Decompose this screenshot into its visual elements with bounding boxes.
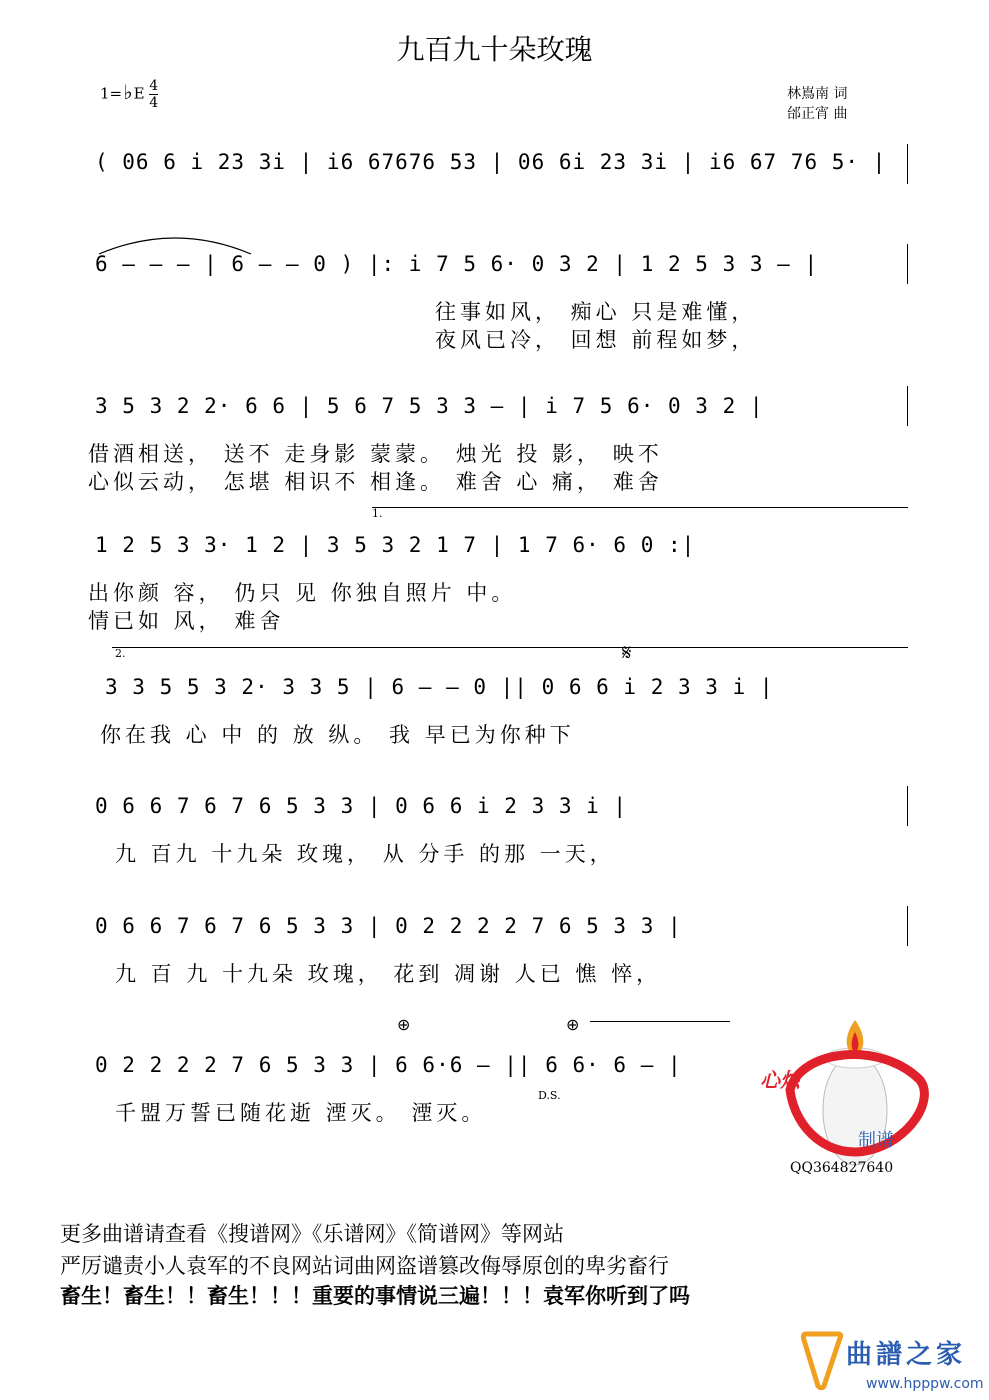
lyric-line-2: 情已如 风， 难舍 — [88, 609, 285, 633]
lyric-line-1: 往事如风， 痴心 只是难懂， — [435, 300, 757, 324]
lyric-line-1: 你在我 心 中 的 放 纵。 我 早已为你种下 — [100, 723, 575, 747]
lyric-line-1: 出你颜 容， 仍只 见 你独自照片 中。 — [88, 581, 517, 605]
lyric-line-2: 心似云动， 怎堪 相识不 相逢。 难舍 心 痛， 难舍 — [88, 470, 663, 494]
notes: ( 06 6 i 23 3i | i6 67676 53 | 06 6i 23 3i | i6 67 76 5· | — [95, 150, 887, 174]
barline — [907, 144, 908, 184]
time-signature: $\frac{4}{4}$ — [149, 78, 159, 111]
segno-sign: 𝄋 — [622, 641, 632, 666]
lyric-line-2: 夜风已冷， 回想 前程如梦， — [435, 328, 757, 352]
footer-line-3: 畜生！畜生！！畜生！！！重要的事情说三遍！！！袁军你听到了吗 — [60, 1284, 690, 1308]
coda-sign-2: ⊕ — [566, 1015, 580, 1034]
site-logo — [800, 1330, 989, 1400]
barline — [907, 906, 908, 946]
ending-1-bracket — [372, 507, 908, 508]
notes: 0 6 6 7 6 7 6 5 3 3 | 0 2 2 2 2 7 6 5 3 3 | — [95, 914, 682, 938]
lyric-line-1: 九 百 九 十九朵 玫瑰， 花到 凋谢 人已 憔 悴， — [115, 962, 662, 986]
seal-text-2: 制谱 — [858, 1130, 894, 1151]
candle-icon — [760, 1010, 940, 1180]
ending-2-label: 2. — [115, 647, 126, 660]
notes: 1 2 5 3 3· 1 2 | 3 5 3 2 1 7 | 1 7 6· 6 0 :| — [95, 533, 696, 557]
notes: 0 6 6 7 6 7 6 5 3 3 | 0 6 6 i 2 3 3 i | — [95, 794, 628, 818]
tie-arc — [95, 228, 255, 258]
notes: 0 2 2 2 2 7 6 5 3 3 | 6 6·6 – || 6 6· 6 – | — [95, 1053, 682, 1077]
notes: 3 3 5 5 3 2· 3 3 5 | 6 – – 0 || 0 6 6 i 2 3 3 i | — [105, 675, 774, 699]
score-row-3 — [0, 380, 989, 500]
candle-seal — [760, 1010, 940, 1180]
page-title: 九百九十朵玫瑰 — [396, 33, 593, 66]
credits — [787, 84, 847, 124]
logo-url: www.hpppw.com — [866, 1376, 984, 1392]
score-row-2 — [0, 238, 989, 358]
score-row-4 — [0, 505, 989, 635]
score-row-6 — [0, 770, 989, 880]
score-row-1 — [0, 140, 989, 190]
coda-bracket — [590, 1021, 730, 1022]
seal-qq: QQ364827640 — [790, 1160, 894, 1176]
key-signature: 1=♭E $\frac{4}{4}$ — [100, 78, 159, 111]
lyric-line-1: 九 百九 十九朵 玫瑰， 从 分手 的那 一天， — [115, 842, 615, 866]
footer-line-1: 更多曲谱请查看《搜谱网》《乐谱网》《简谱网》等网站 — [60, 1222, 564, 1246]
barline — [907, 244, 908, 284]
lyricist: 林嶌南 词 — [787, 86, 848, 102]
footer-line-2: 严厉谴责小人袁军的不良网站词曲网盗谱篡改侮辱原创的卑劣畜行 — [60, 1254, 669, 1278]
barline — [907, 786, 908, 826]
notes: 6 – – – | 6 – – 0 ) |: i 7 5 6· 0 3 2 | 1 2 5 3 3 – | — [95, 252, 819, 276]
logo-text: 曲譜之家 — [846, 1340, 967, 1370]
seal-text-1: 心烛 — [760, 1068, 800, 1092]
coda-sign-1: ⊕ — [397, 1015, 411, 1034]
score-row-5 — [0, 641, 989, 755]
logo-icon — [800, 1330, 844, 1390]
score-row-7 — [0, 890, 989, 1000]
notes: 3 5 3 2 2· 6 6 | 5 6 7 5 3 3 – | i 7 5 6· 0 3 2 | — [95, 394, 764, 418]
lyric-line-1: 千盟万誓已随花逝 湮灭。 湮灭。 — [115, 1101, 487, 1125]
barline — [907, 386, 908, 426]
flat-sign: ♭ — [123, 79, 133, 104]
composer: 邰正宵 曲 — [787, 106, 848, 122]
ending-2-bracket — [112, 647, 908, 648]
ending-1-label: 1. — [372, 507, 383, 520]
lyric-line-1: 借酒相送， 送不 走身影 蒙蒙。 烛光 投 影， 映不 — [88, 442, 663, 466]
ds-mark: D.S. — [538, 1089, 561, 1102]
